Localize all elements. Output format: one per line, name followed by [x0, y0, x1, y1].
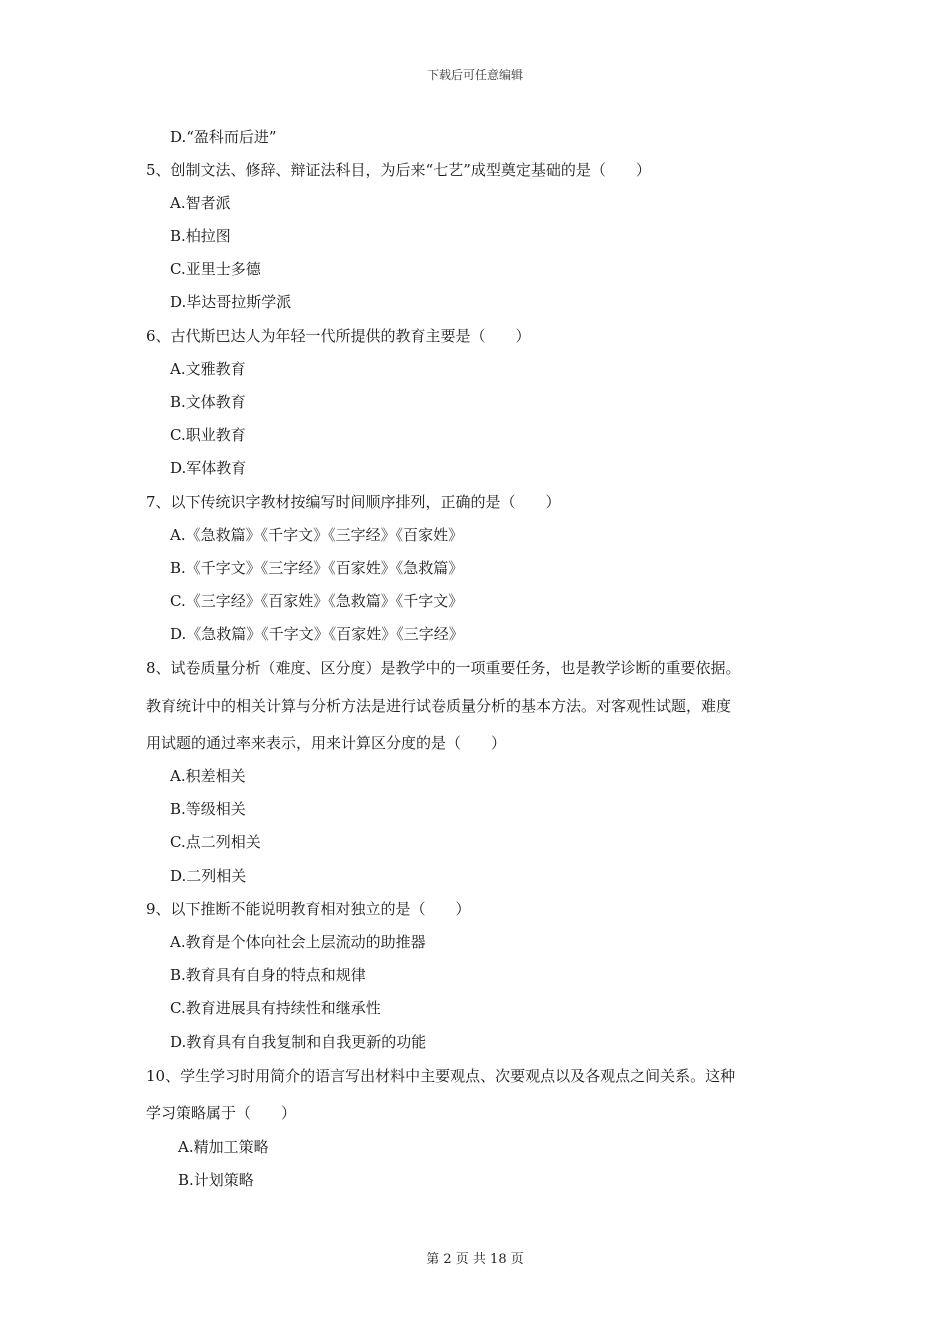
option-7d: D.《急救篇》《千字文》《百家姓》《三字经》 [170, 625, 464, 643]
question-8-line3: 用试题的通过率来表示，用来计算区分度的是（ ） [146, 734, 507, 752]
page-header: 下载后可任意编辑 [426, 68, 523, 82]
option-5d: D.毕达哥拉斯学派 [170, 293, 292, 311]
question-8-line1: 8、试卷质量分析（难度、区分度）是教学中的一项重要任务，也是教学诊断的重要依据。 [146, 659, 741, 677]
option-9a: A.教育是个体向社会上层流动的助推器 [170, 933, 426, 951]
option-7a: A.《急救篇》《千字文》《三字经》《百家姓》 [170, 526, 464, 544]
option-8a: A.积差相关 [170, 767, 246, 785]
option-5c: C.亚里士多德 [170, 260, 261, 278]
option-6a: A.文雅教育 [170, 360, 246, 378]
option-8d: D.二列相关 [170, 867, 247, 885]
option-10b: B.计划策略 [178, 1171, 254, 1189]
question-10-line1: 10、学生学习时用简介的语言写出材料中主要观点、次要观点以及各观点之间关系。这种 [146, 1067, 736, 1085]
option-10a: A.精加工策略 [178, 1138, 269, 1156]
option-5b: B.柏拉图 [170, 227, 231, 245]
question-8-line2: 教育统计中的相关计算与分析方法是进行试卷质量分析的基本方法。对客观性试题，难度 [146, 697, 732, 715]
option-6c: C.职业教育 [170, 426, 246, 444]
option-9c: C.教育进展具有持续性和继承性 [170, 999, 381, 1017]
option-5a: A.智者派 [170, 194, 231, 212]
question-6: 6、古代斯巴达人为年轻一代所提供的教育主要是（ ） [146, 327, 531, 345]
option-9d: D.教育具有自我复制和自我更新的功能 [170, 1033, 427, 1051]
option-8b: B.等级相关 [170, 800, 246, 818]
option-8c: C.点二列相关 [170, 833, 261, 851]
option-6d: D.军体教育 [170, 459, 247, 477]
option-9b: B.教育具有自身的特点和规律 [170, 966, 366, 984]
question-5: 5、创制文法、修辞、辩证法科目，为后来“七艺”成型奠定基础的是（ ） [146, 161, 651, 179]
question-9: 9、以下推断不能说明教育相对独立的是（ ） [146, 900, 471, 918]
question-7: 7、以下传统识字教材按编写时间顺序排列，正确的是（ ） [146, 493, 561, 511]
option-6b: B.文体教育 [170, 393, 246, 411]
option-7b: B.《千字文》《三字经》《百家姓》《急救篇》 [170, 559, 464, 577]
option-4d: D.“盈科而后进” [170, 128, 277, 146]
option-7c: C.《三字经》《百家姓》《急救篇》《千字文》 [170, 592, 464, 610]
question-10-line2: 学习策略属于（ ） [146, 1104, 297, 1122]
page-footer: 第 2 页 共 18 页 [426, 1252, 524, 1267]
